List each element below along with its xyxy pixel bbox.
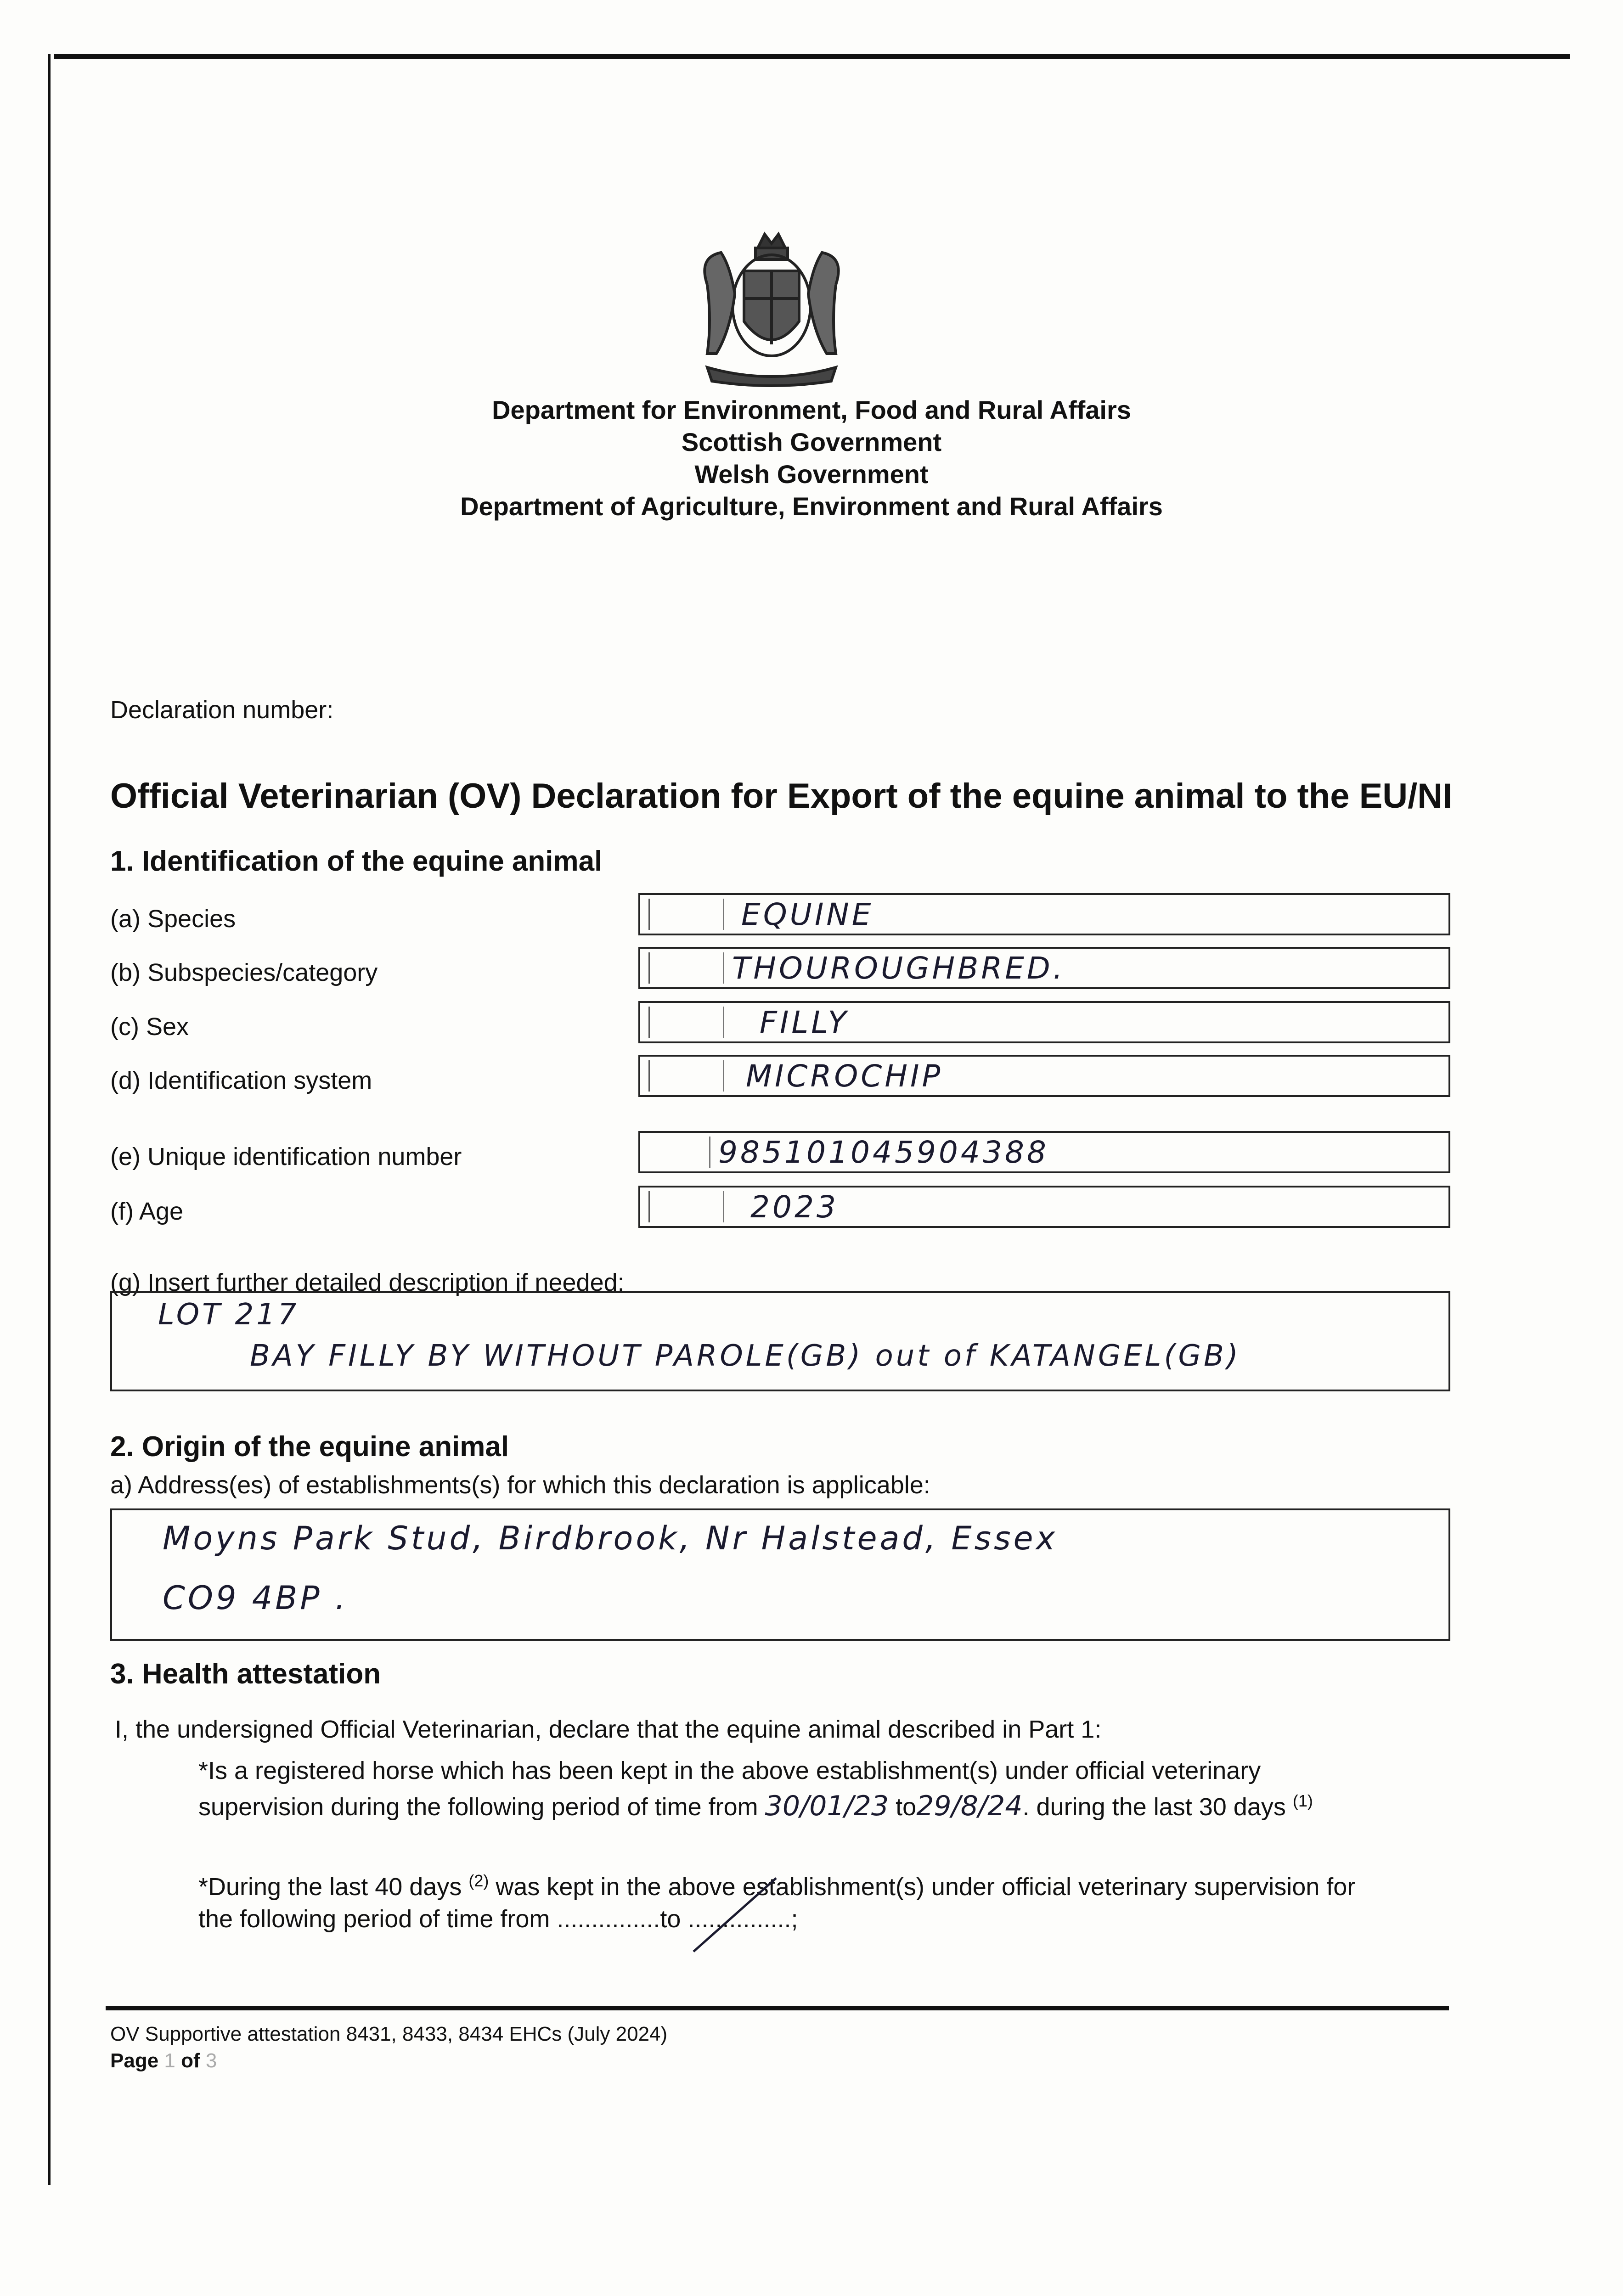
age-label: (f) Age — [110, 1198, 184, 1225]
sex-value: FILLY — [760, 1005, 849, 1040]
footer-attestation: OV Supportive attestation 8431, 8433, 8434 EHCs (July 2024) — [110, 2023, 668, 2045]
subspecies-field[interactable] — [638, 947, 1450, 989]
royal-crest-icon — [680, 230, 863, 390]
para1-line2-b: . during the last 30 days — [1022, 1793, 1286, 1821]
page-total: 3 — [205, 2049, 217, 2072]
footer-page — [110, 2049, 217, 2072]
uid-label: (e) Unique identification number — [110, 1143, 462, 1171]
para1-to-date[interactable]: 29/8/24 — [916, 1790, 1023, 1822]
para1-footnote: (1) — [1292, 1791, 1313, 1810]
para1-line2-a: supervision during the following period of time from — [198, 1793, 758, 1821]
para2-line2: the following period of time from ...............to ...............; — [198, 1905, 798, 1933]
para2-line1-a: *During the last 40 days — [198, 1873, 462, 1901]
age-value: 2023 — [750, 1189, 839, 1225]
id-system-value: MICROCHIP — [746, 1058, 943, 1094]
footer-rule — [106, 2006, 1449, 2010]
description-line-2: BAY FILLY BY WITHOUT PAROLE(GB) out of KATANGEL(GB) — [250, 1339, 1241, 1373]
description-label: (g) Insert further detailed description if needed: — [110, 1269, 625, 1296]
description-line-1: LOT 217 — [158, 1298, 299, 1332]
top-rule — [54, 54, 1570, 59]
strike-through-mark — [684, 1874, 785, 1956]
para2-footnote: (2) — [468, 1871, 489, 1890]
section3-heading: 3. Health attestation — [110, 1658, 381, 1690]
description-field[interactable] — [110, 1291, 1450, 1391]
id-system-field[interactable] — [638, 1055, 1450, 1097]
subspecies-value: THOUROUGHBRED. — [732, 951, 1065, 986]
age-field[interactable] — [638, 1186, 1450, 1228]
species-label: (a) Species — [110, 905, 236, 933]
para1-line1: *Is a registered horse which has been kept in the above establishment(s) under official veterinary — [198, 1757, 1261, 1784]
para1-from-date[interactable]: 30/01/23 — [765, 1790, 889, 1822]
subspecies-label: (b) Subspecies/category — [110, 959, 378, 986]
health-intro: I, the undersigned Official Veterinarian, declare that the equine animal described in Part 1: — [115, 1716, 1102, 1743]
sex-field[interactable] — [638, 1001, 1450, 1043]
department-line-3: Welsh Government — [694, 460, 929, 489]
species-field[interactable] — [638, 893, 1450, 935]
address-line-2: CO9 4BP . — [163, 1579, 349, 1617]
species-value: EQUINE — [741, 897, 874, 932]
uid-value: 985101045904388 — [718, 1135, 1049, 1170]
department-line-4: Department of Agriculture, Environment and Rural Affairs — [460, 492, 1163, 521]
address-line-1: Moyns Park Stud, Birdbrook, Nr Halstead, Essex — [163, 1519, 1058, 1557]
address-field[interactable] — [110, 1508, 1450, 1641]
para1-to-word: to — [896, 1793, 917, 1821]
page-word: Page — [110, 2049, 159, 2072]
page-number: 1 — [164, 2049, 175, 2072]
of-word: of — [181, 2049, 200, 2072]
sex-label: (c) Sex — [110, 1013, 189, 1041]
document-title: Official Veterinarian (OV) Declaration for Export of the equine animal to the EU/NI — [110, 777, 1453, 816]
department-line-1: Department for Environment, Food and Rural Affairs — [492, 395, 1131, 424]
para1-line2 — [198, 1790, 1313, 1822]
section1-heading: 1. Identification of the equine animal — [110, 845, 603, 877]
section2-heading: 2. Origin of the equine animal — [110, 1431, 509, 1463]
declaration-number-label: Declaration number: — [110, 696, 334, 724]
para2-line1-b: was kept in the above establishment(s) under official veterinary supervision for — [496, 1873, 1356, 1901]
address-label: a) Address(es) of establishments(s) for which this declaration is applicable: — [110, 1471, 930, 1499]
left-rule — [48, 54, 51, 2185]
department-line-2: Scottish Government — [681, 428, 942, 456]
id-system-label: (d) Identification system — [110, 1067, 372, 1094]
uid-field[interactable] — [638, 1131, 1450, 1173]
